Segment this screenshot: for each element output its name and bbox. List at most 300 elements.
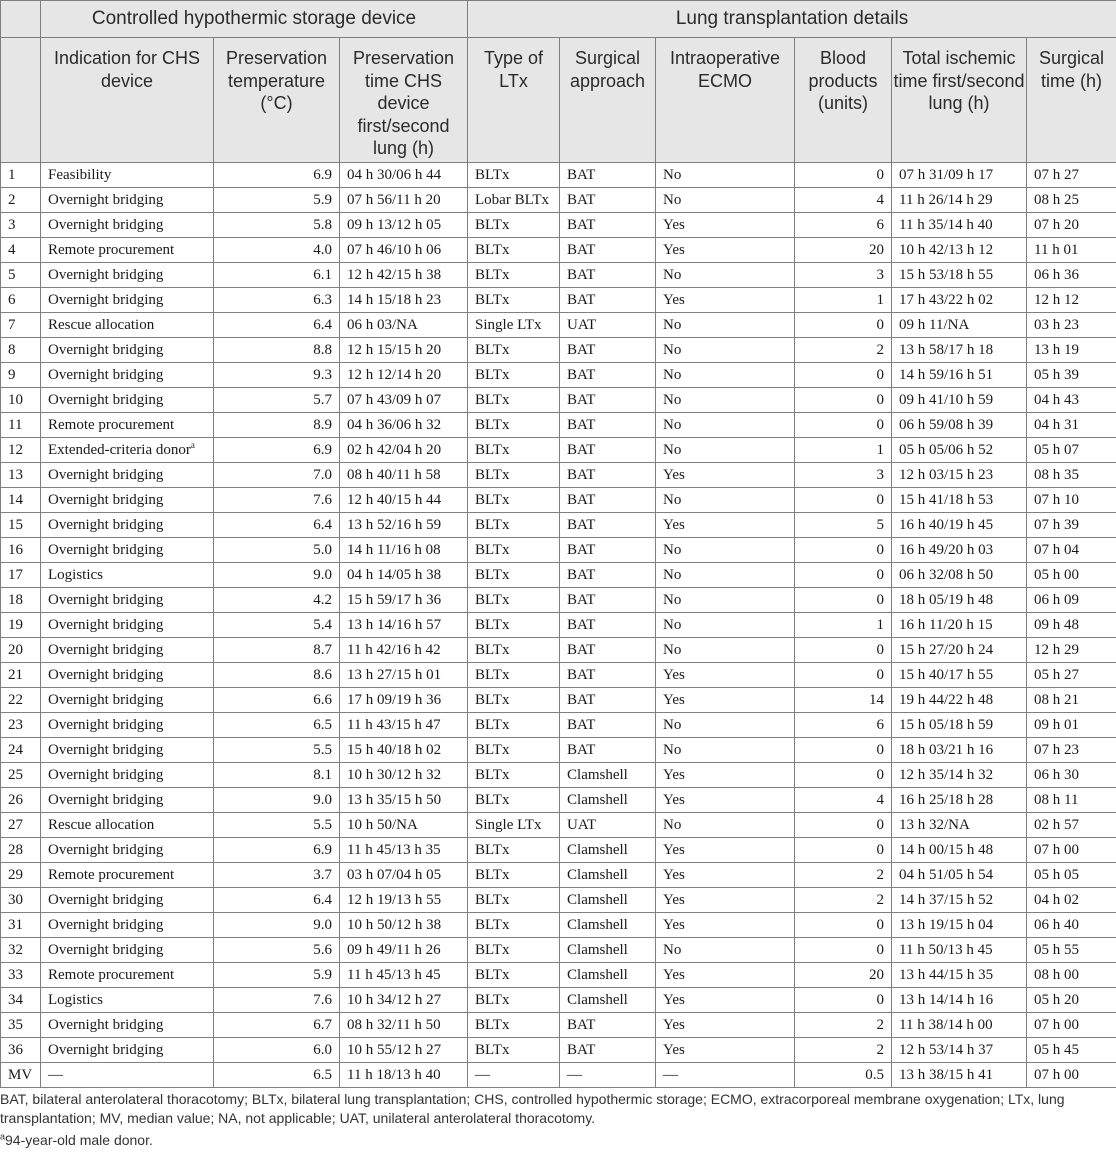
indication-value: — [48,1066,63,1083]
surgical-time-value: 08 h 11 [1034,791,1079,808]
cell-surgical-time [1027,438,1116,463]
cell-surgical-approach [560,738,656,763]
surgical-approach-value: BAT [567,166,596,183]
cell-blood-products [795,813,892,838]
temperature-value: 4.2 [313,591,332,608]
preservation-time-value: 04 h 30/06 h 44 [347,166,442,183]
cell-row-number [1,863,41,888]
table-row [1,263,1116,288]
cell-row-number [1,763,41,788]
cell-ischemic-time [892,713,1027,738]
group-header-ltx: Lung transplantation details [468,1,1116,38]
cell-preservation-time [340,738,468,763]
cell-temperature [214,463,340,488]
cell-temperature [214,238,340,263]
row-number-value: 1 [8,166,16,183]
cell-ecmo [656,413,795,438]
ecmo-value: Yes [663,1041,685,1058]
cell-temperature [214,313,340,338]
cell-preservation-time [340,688,468,713]
ecmo-value: — [663,1066,679,1083]
temperature-value: 6.5 [313,716,332,733]
surgical-approach-value: BAT [567,741,596,758]
cell-temperature [214,563,340,588]
col-header-index [1,38,41,163]
surgical-time-value: 06 h 30 [1034,766,1080,783]
preservation-time-value: 08 h 40/11 h 58 [347,466,441,483]
ischemic-time-value: 17 h 43/22 h 02 [899,291,994,308]
cell-row-number [1,1013,41,1038]
preservation-time-value: 14 h 15/18 h 23 [347,291,442,308]
cell-surgical-time [1027,388,1116,413]
cell-indication [41,313,214,338]
row-number-value: 12 [8,441,23,458]
table-row [1,1013,1116,1038]
cell-blood-products [795,988,892,1013]
cell-surgical-approach [560,463,656,488]
temperature-value: 7.0 [313,466,332,483]
cell-ischemic-time [892,938,1027,963]
indication-value: Overnight bridging [48,341,164,358]
ltx-type-value: BLTx [475,541,510,558]
table-row [1,438,1116,463]
row-number-value: 28 [8,841,23,858]
row-number-value: 4 [8,241,16,258]
ischemic-time-value: 14 h 00/15 h 48 [899,841,994,858]
surgical-time-value: 02 h 57 [1034,816,1080,833]
cell-ischemic-time [892,213,1027,238]
cell-row-number [1,238,41,263]
col-header-indication: Indication for CHS device [41,38,214,163]
ischemic-time-value: 06 h 32/08 h 50 [899,566,994,583]
cell-ecmo [656,888,795,913]
cell-ltx-type [468,988,560,1013]
cell-ischemic-time [892,463,1027,488]
temperature-value: 9.3 [313,366,332,383]
cell-ltx-type [468,188,560,213]
cell-surgical-time [1027,988,1116,1013]
ischemic-time-value: 06 h 59/08 h 39 [899,416,994,433]
cell-temperature [214,613,340,638]
cell-preservation-time [340,163,468,188]
preservation-time-value: 10 h 34/12 h 27 [347,991,442,1008]
ecmo-value: No [663,616,682,633]
table-row [1,788,1116,813]
temperature-value: 5.9 [313,191,332,208]
ecmo-value: Yes [663,516,685,533]
row-number-value: 13 [8,466,23,483]
table-row [1,538,1116,563]
ltx-type-value: — [475,1066,491,1083]
cell-ecmo [656,363,795,388]
surgical-time-value: 12 h 29 [1034,641,1080,658]
cell-ecmo [656,738,795,763]
cell-ltx-type [468,588,560,613]
cell-surgical-approach [560,263,656,288]
temperature-value: 6.4 [313,516,332,533]
blood-products-value: 0 [876,566,885,583]
cell-row-number [1,588,41,613]
ischemic-time-value: 07 h 31/09 h 17 [899,166,994,183]
cell-ischemic-time [892,1063,1027,1088]
preservation-time-value: 12 h 40/15 h 44 [347,491,442,508]
cell-preservation-time [340,263,468,288]
cell-row-number [1,638,41,663]
cell-ischemic-time [892,988,1027,1013]
abbreviations-note: BAT, bilateral anterolateral thoracotomy; BLTx, bilateral lung transplantation; CHS, controlled hypothermic storage; ECMO, extracorporeal membrane oxygenation; LTx, lung transplantation; MV, median value; NA, not applicable; UAT, unilateral anterolateral thoracotomy. [0,1091,1065,1126]
ltx-type-value: BLTx [475,966,510,983]
cell-preservation-time [340,438,468,463]
row-number-value: 36 [8,1041,23,1058]
cell-temperature [214,1063,340,1088]
row-number-value: 18 [8,591,23,608]
cell-ecmo [656,1038,795,1063]
cell-ecmo [656,263,795,288]
cell-preservation-time [340,388,468,413]
ltx-type-value: BLTx [475,216,510,233]
cell-surgical-approach [560,988,656,1013]
indication-value: Overnight bridging [48,591,164,608]
row-number-value: 30 [8,891,23,908]
cell-temperature [214,338,340,363]
ecmo-value: Yes [663,791,685,808]
footnote-text: 94-year-old male donor. [5,1132,153,1148]
surgical-time-value: 03 h 23 [1034,316,1080,333]
cell-ltx-type [468,688,560,713]
cell-ischemic-time [892,863,1027,888]
surgical-approach-value: Clamshell [567,891,628,908]
cell-ischemic-time [892,1038,1027,1063]
ischemic-time-value: 13 h 14/14 h 16 [899,991,994,1008]
cell-surgical-approach [560,838,656,863]
cell-temperature [214,588,340,613]
ischemic-time-value: 13 h 19/15 h 04 [899,916,994,933]
blood-products-value: 0 [876,741,885,758]
cell-row-number [1,688,41,713]
indication-value: Overnight bridging [48,691,164,708]
temperature-value: 5.8 [313,216,332,233]
cell-surgical-approach [560,288,656,313]
cell-ischemic-time [892,438,1027,463]
row-number-value: 26 [8,791,23,808]
table-row [1,1038,1116,1063]
ecmo-value: Yes [663,866,685,883]
cell-indication [41,438,214,463]
ecmo-value: No [663,591,682,608]
ecmo-value: No [663,441,682,458]
row-number-value: 35 [8,1016,23,1033]
table-row [1,513,1116,538]
cell-surgical-time [1027,513,1116,538]
cell-temperature [214,213,340,238]
cell-ischemic-time [892,913,1027,938]
indication-value: Overnight bridging [48,741,164,758]
ecmo-value: Yes [663,991,685,1008]
col-header-temperature: Preservation temperature (°C) [214,38,340,163]
cell-surgical-time [1027,363,1116,388]
indication-value: Logistics [48,566,103,583]
temperature-value: 6.5 [313,1066,332,1083]
ltx-type-value: BLTx [475,741,510,758]
blood-products-value: 0 [876,816,885,833]
row-number-value: 17 [8,566,23,583]
cell-ecmo [656,463,795,488]
cell-surgical-time [1027,913,1116,938]
cell-temperature [214,763,340,788]
ltx-type-value: BLTx [475,916,510,933]
blood-products-value: 0 [876,766,885,783]
ecmo-value: Yes [663,1016,685,1033]
table-row [1,963,1116,988]
cell-surgical-approach [560,188,656,213]
cell-indication [41,263,214,288]
cell-ltx-type [468,738,560,763]
cell-blood-products [795,388,892,413]
cell-indication [41,563,214,588]
surgical-approach-value: BAT [567,716,596,733]
surgical-time-value: 05 h 27 [1034,666,1080,683]
ltx-type-value: BLTx [475,766,510,783]
cell-row-number [1,363,41,388]
cell-ischemic-time [892,263,1027,288]
ltx-type-value: BLTx [475,991,510,1008]
ltx-type-value: BLTx [475,241,510,258]
temperature-value: 9.0 [313,791,332,808]
cell-indication [41,588,214,613]
table-body [1,163,1116,1088]
cell-temperature [214,1013,340,1038]
surgical-time-value: 07 h 39 [1034,516,1080,533]
cell-indication [41,713,214,738]
indication-value: Overnight bridging [48,466,164,483]
cell-temperature [214,1038,340,1063]
cell-blood-products [795,538,892,563]
cell-preservation-time [340,1063,468,1088]
ltx-type-value: BLTx [475,591,510,608]
ecmo-value: No [663,316,682,333]
preservation-time-value: 17 h 09/19 h 36 [347,691,442,708]
blood-products-value: 0.5 [865,1066,885,1083]
cell-preservation-time [340,563,468,588]
cell-blood-products [795,313,892,338]
cell-ecmo [656,963,795,988]
cell-surgical-approach [560,613,656,638]
cell-surgical-time [1027,1038,1116,1063]
cell-preservation-time [340,188,468,213]
col-header-blood-products: Blood products (units) [795,38,892,163]
blood-products-value: 20 [869,241,885,258]
table-row [1,1063,1116,1088]
surgical-time-value: 08 h 25 [1034,191,1080,208]
cell-ecmo [656,688,795,713]
cell-indication [41,488,214,513]
table-row [1,613,1116,638]
cell-blood-products [795,213,892,238]
cell-temperature [214,738,340,763]
cell-surgical-approach [560,763,656,788]
preservation-time-value: 11 h 43/15 h 47 [347,716,441,733]
cell-indication [41,988,214,1013]
temperature-value: 5.9 [313,966,332,983]
row-number-value: 32 [8,941,23,958]
cell-surgical-time [1027,463,1116,488]
ischemic-time-value: 14 h 37/15 h 52 [899,891,994,908]
cell-surgical-approach [560,588,656,613]
temperature-value: 6.1 [313,266,332,283]
ecmo-value: Yes [663,841,685,858]
cell-ltx-type [468,263,560,288]
cell-blood-products [795,513,892,538]
blood-products-value: 6 [876,216,885,233]
cell-surgical-time [1027,938,1116,963]
cell-row-number [1,663,41,688]
cell-surgical-time [1027,888,1116,913]
cell-ischemic-time [892,513,1027,538]
cell-blood-products [795,438,892,463]
cell-row-number [1,488,41,513]
ecmo-value: No [663,166,682,183]
cell-ltx-type [468,413,560,438]
row-number-value: 14 [8,491,23,508]
cell-ltx-type [468,788,560,813]
col-header-preservation-time: Preservation time CHS device first/second lung (h) [340,38,468,163]
surgical-approach-value: BAT [567,266,596,283]
preservation-time-value: 11 h 45/13 h 35 [347,841,441,858]
temperature-value: 8.7 [313,641,332,658]
ecmo-value: Yes [663,916,685,933]
preservation-time-value: 03 h 07/04 h 05 [347,866,442,883]
ecmo-value: No [663,716,682,733]
surgical-approach-value: Clamshell [567,791,628,808]
cell-preservation-time [340,613,468,638]
cell-ischemic-time [892,963,1027,988]
surgical-approach-value: UAT [567,816,597,833]
cell-ecmo [656,213,795,238]
table-row [1,988,1116,1013]
indication-value: Overnight bridging [48,666,164,683]
cell-blood-products [795,163,892,188]
cell-preservation-time [340,538,468,563]
cell-ecmo [656,763,795,788]
surgical-time-value: 04 h 02 [1034,891,1080,908]
blood-products-value: 0 [876,541,885,558]
cell-surgical-time [1027,238,1116,263]
blood-products-value: 5 [876,516,885,533]
cell-surgical-approach [560,913,656,938]
cell-indication [41,888,214,913]
cell-temperature [214,538,340,563]
surgical-time-value: 11 h 01 [1034,241,1079,258]
indication-value: Rescue allocation [48,316,155,333]
surgical-approach-value: Clamshell [567,991,628,1008]
surgical-time-value: 05 h 00 [1034,566,1080,583]
cell-ltx-type [468,563,560,588]
temperature-value: 8.1 [313,766,332,783]
indication-value: Remote procurement [48,241,175,258]
cell-blood-products [795,1038,892,1063]
surgical-time-value: 04 h 43 [1034,391,1080,408]
preservation-time-value: 09 h 13/12 h 05 [347,216,442,233]
ltx-type-value: BLTx [475,341,510,358]
ischemic-time-value: 13 h 38/15 h 41 [899,1066,994,1083]
surgical-approach-value: Clamshell [567,966,628,983]
preservation-time-value: 12 h 42/15 h 38 [347,266,442,283]
ltx-type-value: BLTx [475,266,510,283]
blood-products-value: 0 [876,491,885,508]
cell-surgical-approach [560,938,656,963]
cell-surgical-time [1027,288,1116,313]
cell-ischemic-time [892,288,1027,313]
table-row [1,688,1116,713]
temperature-value: 6.9 [313,166,332,183]
cell-indication [41,963,214,988]
surgical-time-value: 12 h 12 [1034,291,1080,308]
cell-surgical-approach [560,888,656,913]
preservation-time-value: 12 h 12/14 h 20 [347,366,442,383]
ischemic-time-value: 05 h 05/06 h 52 [899,441,994,458]
cell-indication [41,763,214,788]
surgical-approach-value: BAT [567,416,596,433]
temperature-value: 8.8 [313,341,332,358]
cell-indication [41,838,214,863]
cell-ischemic-time [892,788,1027,813]
surgical-approach-value: BAT [567,516,596,533]
cell-indication [41,388,214,413]
row-number-value: 33 [8,966,23,983]
cell-preservation-time [340,338,468,363]
surgical-approach-value: BAT [567,241,596,258]
cell-blood-products [795,363,892,388]
cell-surgical-time [1027,163,1116,188]
ltx-type-value: BLTx [475,1016,510,1033]
cell-ischemic-time [892,813,1027,838]
surgical-approach-value: BAT [567,691,596,708]
cell-ecmo [656,663,795,688]
footnote-marker: a [190,439,195,450]
blood-products-value: 6 [876,716,885,733]
temperature-value: 6.6 [313,691,332,708]
table-row [1,238,1116,263]
ltx-type-value: BLTx [475,391,510,408]
blood-products-value: 0 [876,166,885,183]
cell-ecmo [656,813,795,838]
cell-surgical-time [1027,688,1116,713]
cell-ltx-type [468,888,560,913]
ecmo-value: No [663,416,682,433]
surgical-time-value: 07 h 27 [1034,166,1080,183]
cell-ischemic-time [892,563,1027,588]
indication-value: Feasibility [48,166,112,183]
cell-surgical-approach [560,338,656,363]
cell-ecmo [656,838,795,863]
surgical-time-value: 08 h 00 [1034,966,1080,983]
blood-products-value: 0 [876,916,885,933]
blood-products-value: 4 [876,791,885,808]
ecmo-value: Yes [663,691,685,708]
cell-blood-products [795,688,892,713]
blood-products-value: 0 [876,941,885,958]
cell-temperature [214,713,340,738]
ischemic-time-value: 04 h 51/05 h 54 [899,866,994,883]
cell-preservation-time [340,713,468,738]
cell-indication [41,363,214,388]
blood-products-value: 14 [869,691,885,708]
cell-blood-products [795,338,892,363]
cell-indication [41,338,214,363]
cell-ischemic-time [892,388,1027,413]
indication-value: Overnight bridging [48,516,164,533]
ischemic-time-value: 11 h 38/14 h 00 [899,1016,993,1033]
